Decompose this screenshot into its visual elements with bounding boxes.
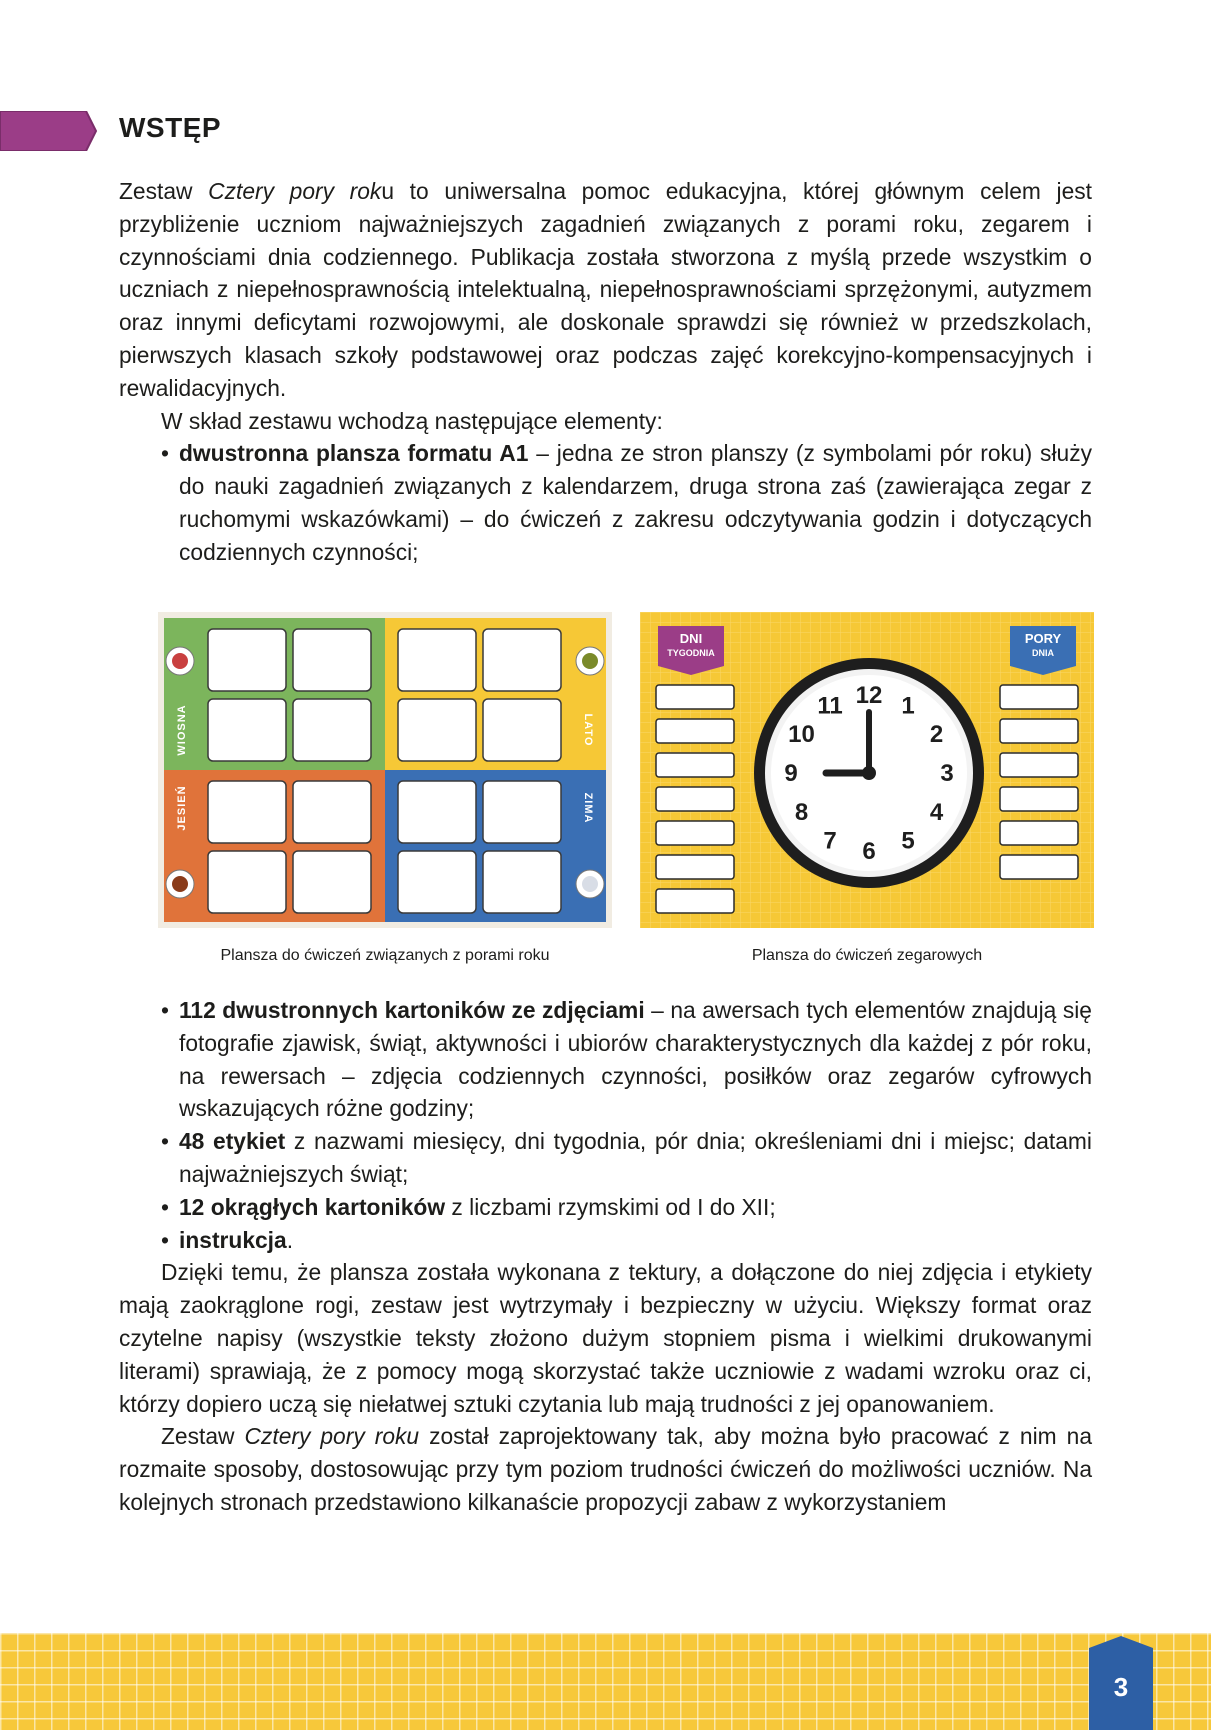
components-list-part2 xyxy=(119,994,1092,1256)
clock-numeral: 3 xyxy=(940,760,954,787)
intro-block xyxy=(119,175,1092,569)
clock-numeral: 1 xyxy=(901,692,915,720)
autumn-label: JESIEŃ xyxy=(176,785,188,831)
seasons-board-figure xyxy=(158,612,612,928)
clock-numeral: 5 xyxy=(901,827,915,855)
clock-numeral: 8 xyxy=(794,799,809,826)
heading-marker xyxy=(0,111,100,151)
footer-grid-strip xyxy=(0,1633,1211,1730)
list-item: • instrukcja. xyxy=(161,1224,1092,1257)
section-heading: WSTĘP xyxy=(119,112,222,143)
seasons-caption: Plansza do ćwiczeń związanych z porami roku xyxy=(220,947,550,964)
components-list-part1 xyxy=(119,437,1092,568)
list-item: • 112 dwustronnych kartoników ze zdjęciami – na awersach tych elementów znajdują się fotografie zjawisk, świąt, aktywności i ubiorów charakterystycznych dla każdej z pór roku, na rewersach – zdjęcia codziennych czynności, posiłków oraz zegarów cyfrowych wskazujących różne godziny; xyxy=(161,994,1092,1125)
components-intro: W skład zestawu wchodzą następujące elementy: xyxy=(161,407,663,434)
list-item: • 12 okrągłych kartoników z liczbami rzymskimi od I do XII; xyxy=(161,1191,1092,1224)
list-item: • dwustronna plansza formatu A1 – jedna ze stron planszy (z symbolami pór roku) służy do nauki zagadnień związanych z kalendarzem, druga strona zaś (zawierająca zegar z ruchomymi wskazówkami) – do ćwiczeń z zakresu odczytywania godzin i dotyczących codziennych czynności; xyxy=(161,437,1092,568)
clock-numeral: 2 xyxy=(929,721,944,748)
clock-caption: Plansza do ćwiczeń zegarowych xyxy=(751,947,983,964)
svg-text:TYGODNIA: TYGODNIA xyxy=(667,648,715,658)
times-banner xyxy=(1010,626,1076,675)
clock-numeral: 11 xyxy=(817,692,843,720)
list-item: • 48 etykiet z nazwami miesięcy, dni tygodnia, pór dnia; określeniami dni i miejsc; datami najważniejszych świąt; xyxy=(161,1125,1092,1191)
svg-text:DNI: DNI xyxy=(679,631,703,646)
summer-label: LATO xyxy=(582,713,594,747)
page-number: 3 xyxy=(1113,1672,1129,1702)
clock-numeral: 10 xyxy=(788,721,815,748)
clock-numeral: 4 xyxy=(929,799,944,826)
spring-label: WIOSNA xyxy=(176,704,188,756)
durability-paragraph: Dzięki temu, że plansza została wykonana z tektury, a dołączone do niej zdjęcia i etykiety mają zaokrąglone rogi, zestaw jest wytrzymały i bezpieczny w użyciu. Większy format oraz czytelne napisy (wszystkie teksty złożono dużym stopniem pisma i wielkimi drukowanymi literami) sprawiają, że z pomocy mogą skorzystać także uczniowie z wadami wzroku oraz ci, którzy dopiero uczą się niełatwej sztuki czytania lub mają trudności z jej opanowaniem. xyxy=(119,1259,1092,1417)
clock-numeral: 6 xyxy=(862,838,876,865)
clock-face xyxy=(754,658,984,888)
svg-text:DNIA: DNIA xyxy=(1032,648,1054,658)
continued-block xyxy=(119,994,1092,1519)
clock-numeral: 12 xyxy=(855,682,883,709)
svg-text:PORY: PORY xyxy=(1024,631,1062,646)
clock-numeral: 9 xyxy=(784,760,798,787)
clock-numeral: 7 xyxy=(823,827,837,855)
clock-board-figure xyxy=(640,612,1094,928)
intro-paragraph: Zestaw Cztery pory roku to uniwersalna pomoc edukacyjna, której głównym celem jest przybliżenie uczniom najważniejszych zagadnień związanych z porami roku, zegarem i czynnościami dnia codziennego. Publikacja została stworzona z myślą przede wszystkim o uczniach z niepełnosprawnością intelektualną, niepełnosprawnościami sprzężonymi, autyzmem oraz innymi deficytami rozwojowymi, ale doskonale sprawdzi się również w przedszkolach, pierwszych klasach szkoły podstawowej oraz podczas zajęć korekcyjno-kompensacyjnych i rewalidacyjnych. xyxy=(119,178,1093,401)
usage-paragraph: Zestaw Cztery pory roku został zaprojektowany tak, aby można było pracować z nim na rozmaite sposoby, dostosowując przy tym poziom trudności ćwiczeń do możliwości uczniów. Na kolejnych stronach przedstawiono kilkanaście propozycji zabaw z wykorzystaniem xyxy=(119,1423,1092,1515)
days-banner xyxy=(658,626,724,675)
winter-label: ZIMA xyxy=(582,792,594,824)
